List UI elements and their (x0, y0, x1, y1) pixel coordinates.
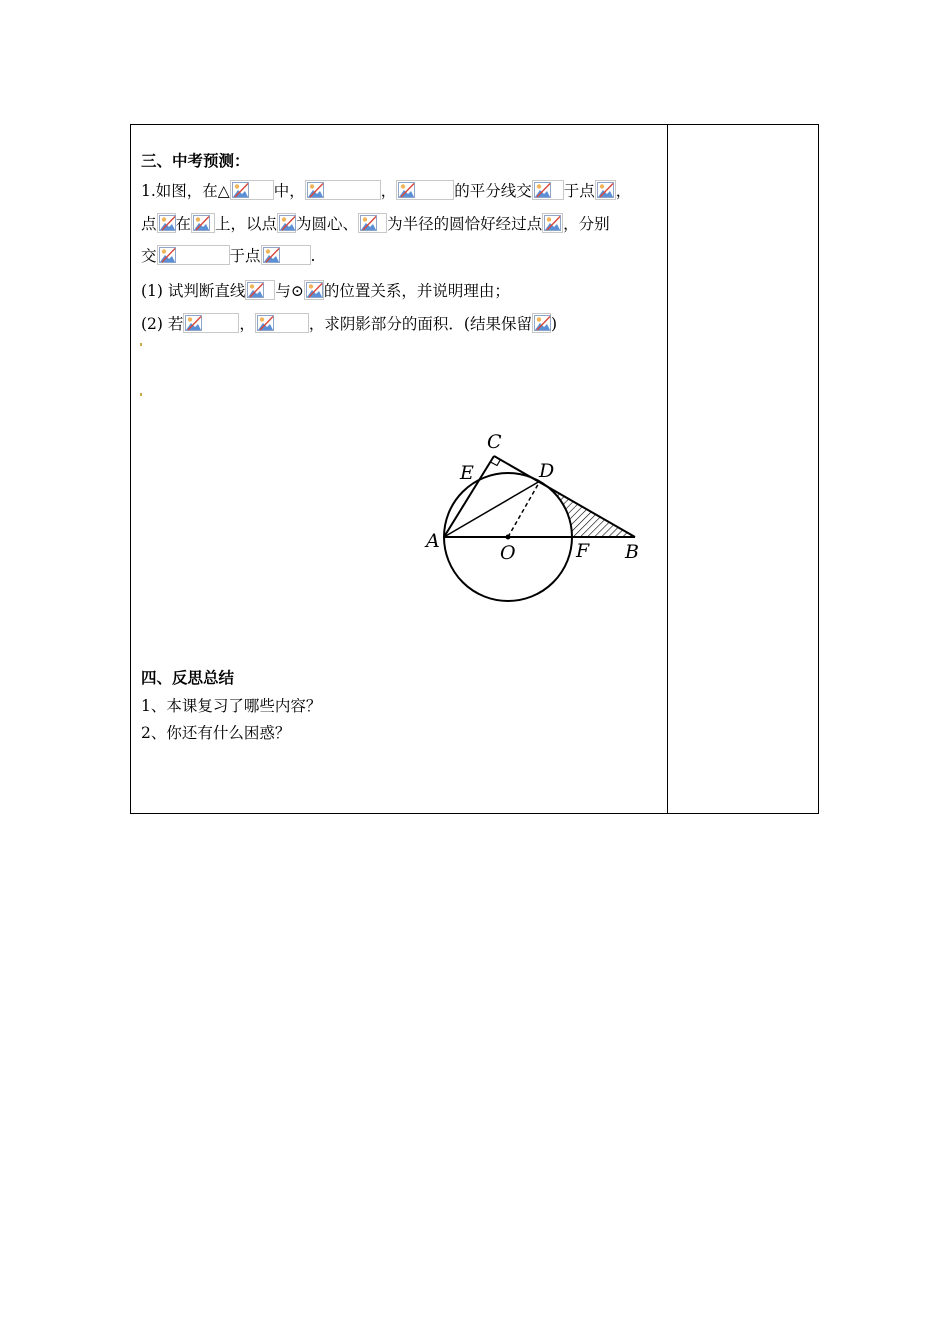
broken-image-icon (358, 213, 387, 233)
label-o: O (500, 542, 516, 564)
p2-text-1: (2) 若 (141, 315, 184, 333)
q1-text-6: ， (615, 182, 632, 200)
q2-text-2: 在 (175, 215, 192, 233)
geometry-figure (416, 425, 656, 615)
lesson-table (130, 124, 819, 814)
broken-image-icon (255, 313, 309, 333)
q1-text-5: 于点 (563, 182, 595, 200)
q3-text-2: 于点 (229, 247, 261, 265)
q1-text-2: 中， (273, 182, 305, 200)
q2-text-1: 点 (141, 215, 157, 233)
q3-text-1: 交 (141, 247, 157, 265)
q1-text-1: 1.如图，在△ (141, 182, 230, 200)
reflection-question-1: 1、本课复习了哪些内容？ (141, 697, 322, 715)
label-b: B (625, 541, 639, 563)
broken-image-icon (532, 180, 564, 200)
question-line-2 (141, 213, 610, 234)
p1-text-3: 的位置关系，并说明理由； (323, 282, 510, 300)
p1-text-2: 与⊙ (275, 282, 304, 300)
label-e: E (460, 462, 474, 484)
label-f: F (576, 540, 590, 562)
segment-ad (444, 481, 540, 537)
center-point (506, 535, 511, 540)
section4-heading: 四、反思总结 (141, 669, 235, 687)
label-a: A (426, 530, 440, 552)
broken-image-icon (595, 180, 616, 200)
broken-image-icon (157, 245, 230, 265)
broken-image-icon (396, 180, 454, 200)
broken-image-icon (230, 180, 274, 200)
broken-image-icon (183, 313, 239, 333)
question-part-2 (141, 313, 557, 334)
decorative-mark (140, 393, 142, 396)
broken-image-icon (305, 180, 381, 200)
q1-text-3: ， (380, 182, 397, 200)
column-divider (667, 125, 668, 813)
broken-image-icon (277, 213, 296, 233)
section3-heading: 三、中考预测： (141, 152, 250, 170)
reflection-question-2: 2、你还有什么困惑？ (141, 724, 291, 742)
broken-image-icon (261, 245, 311, 265)
question-line-3 (141, 245, 315, 266)
q2-text-6: ，分别 (563, 215, 610, 233)
question-part-1 (141, 280, 510, 301)
q2-text-4: 为圆心、 (296, 215, 359, 233)
q2-text-3: 上，以点 (215, 215, 278, 233)
p2-text-4: ) (550, 315, 558, 333)
label-c: C (487, 431, 502, 453)
decorative-mark (140, 343, 142, 346)
broken-image-icon (532, 313, 551, 333)
broken-image-icon (245, 280, 275, 300)
broken-image-icon (191, 213, 215, 233)
p2-text-3: ，求阴影部分的面积．(结果保留 (308, 315, 532, 333)
p2-text-2: ， (239, 315, 255, 333)
broken-image-icon (157, 213, 176, 233)
segment-od (508, 481, 540, 537)
q1-text-4: 的平分线交 (454, 182, 532, 200)
p1-text-1: (1) 试判断直线 (141, 282, 246, 300)
question-line-1 (141, 180, 631, 201)
broken-image-icon (304, 280, 324, 300)
q2-text-5: 为半径的圆恰好经过点 (387, 215, 543, 233)
q3-text-3: . (310, 247, 316, 265)
broken-image-icon (542, 213, 563, 233)
label-d: D (539, 460, 555, 482)
